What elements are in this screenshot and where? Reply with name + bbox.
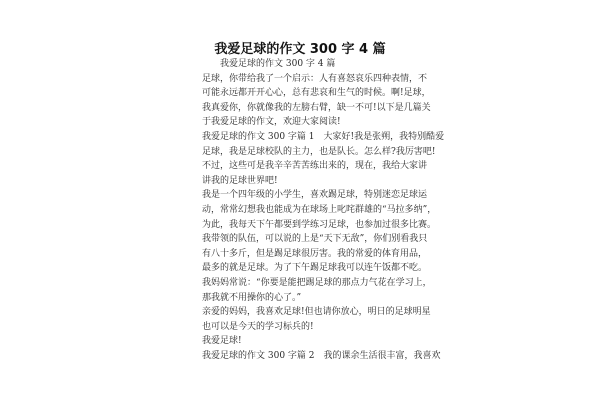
paragraph-line: 不过，这些可是我辛辛苦苦练出来的，现在，我给大家讲 (202, 161, 428, 172)
paragraph-line: 为此，我每天下午都要到学练习足球，也参加过很多比赛。 (202, 219, 437, 230)
document-title: 我爱足球的作文 300 字 4 篇 (214, 42, 386, 57)
paragraph-line: 可能永远都开开心心，总有悲哀和生气的时候。啊!足球， (202, 88, 431, 99)
paragraph-line: 最多的就是足球。为了下午踢足球我可以连午饭都不吃。 (202, 263, 428, 274)
paragraph-line: 我妈妈常说：“你要是能把踢足球的那点力气花在学习上， (202, 277, 432, 288)
paragraph-line: 有八十多斤，但是踢足球很厉害。我的常爱的体育用品， (202, 248, 428, 259)
paragraph-line: 我带领的队伍，可以说的上是“天下无敌”，你们别看我只 (202, 234, 428, 245)
section-heading-line: 我爱足球的作文 300 字篇 1 大家好!我是张朔，我特别酷爱 (202, 131, 445, 142)
document-body (202, 57, 445, 363)
paragraph-line: 足球，我是足球校队的主力，也是队长。怎么样?我厉害吧! (202, 146, 436, 157)
paragraph-line: 足球，你带给我了一个启示：人有喜怒哀乐四种表情，不 (202, 73, 428, 84)
paragraph-line: 那我就不用操你的心了。” (202, 292, 302, 303)
paragraph-line: 讲我的足球世界吧! (202, 175, 278, 186)
subtitle-line: 我爱足球的作文 300 字 4 篇 (202, 59, 336, 69)
paragraph-line: 于我爱足球的作文，欢迎大家阅读! (202, 117, 341, 128)
section-heading-line: 我爱足球的作文 300 字篇 2 我的课余生活很丰富，我喜欢 (202, 350, 441, 361)
paragraph-line: 也可以是今天的学习标兵的! (202, 321, 314, 332)
paragraph-line: 动，常常幻想我也能成为在球场上叱咤群雄的“马拉多纳”， (202, 204, 437, 215)
paragraph-line: 我是一个四年级的小学生，喜欢踢足球，特别迷恋足球运 (202, 190, 428, 201)
paragraph-line: 亲爱的妈妈，我喜欢足球!但也请你放心，明日的足球明星 (202, 307, 431, 318)
paragraph-line: 我真爱你，你就像我的左膀右臂，缺一不可!以下是几篇关 (202, 102, 431, 113)
paragraph-line: 我爱足球! (202, 336, 242, 347)
